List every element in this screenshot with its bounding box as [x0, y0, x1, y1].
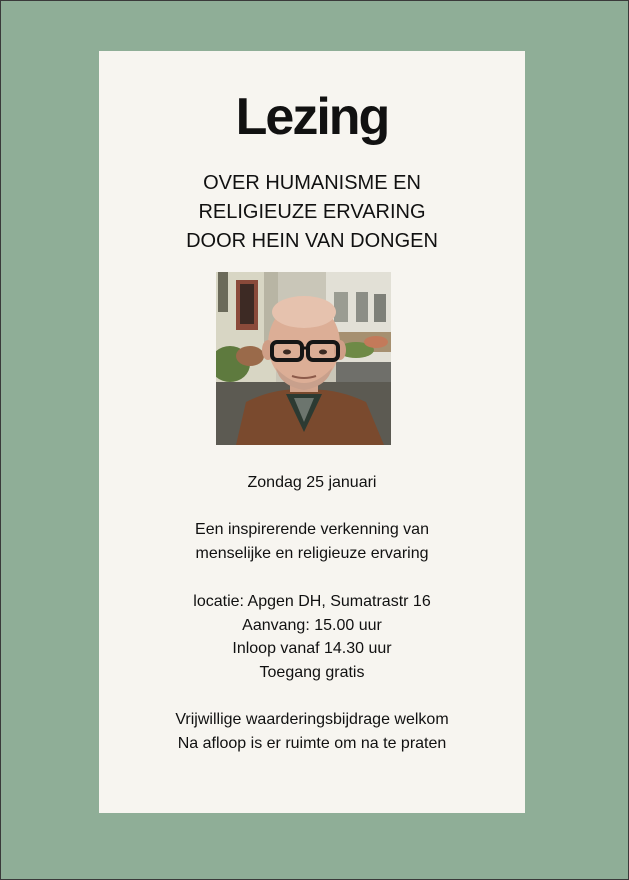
location-line: locatie: Apgen DH, Sumatrastr 16	[193, 593, 431, 610]
subtitle-line: RELIGIEUZE ERVARING	[198, 201, 426, 223]
description-line: menselijke en religieuze ervaring	[195, 544, 429, 562]
start-time-line: Aanvang: 15.00 uur	[242, 616, 382, 634]
event-date: Zondag 25 januari	[247, 474, 377, 491]
poster-subtitle	[99, 169, 525, 256]
poster-card	[99, 51, 525, 813]
event-details	[99, 590, 525, 684]
afterward-line: Na afloop is er ruimte om na te praten	[177, 734, 447, 752]
subtitle-line: OVER HUMANISME EN	[203, 172, 421, 194]
poster-title: Lezing	[235, 88, 389, 146]
contribution-line: Vrijwillige waarderingsbijdrage welkom	[175, 711, 449, 728]
walk-in-line: Inloop vanaf 14.30 uur	[232, 640, 392, 657]
event-description	[99, 518, 525, 565]
speaker-photo	[216, 272, 391, 445]
event-notes	[99, 708, 525, 755]
description-line: Een inspirerende verkenning van	[195, 521, 429, 538]
admission-line: Toegang gratis	[259, 663, 365, 681]
subtitle-line: DOOR HEIN VAN DONGEN	[186, 230, 438, 252]
